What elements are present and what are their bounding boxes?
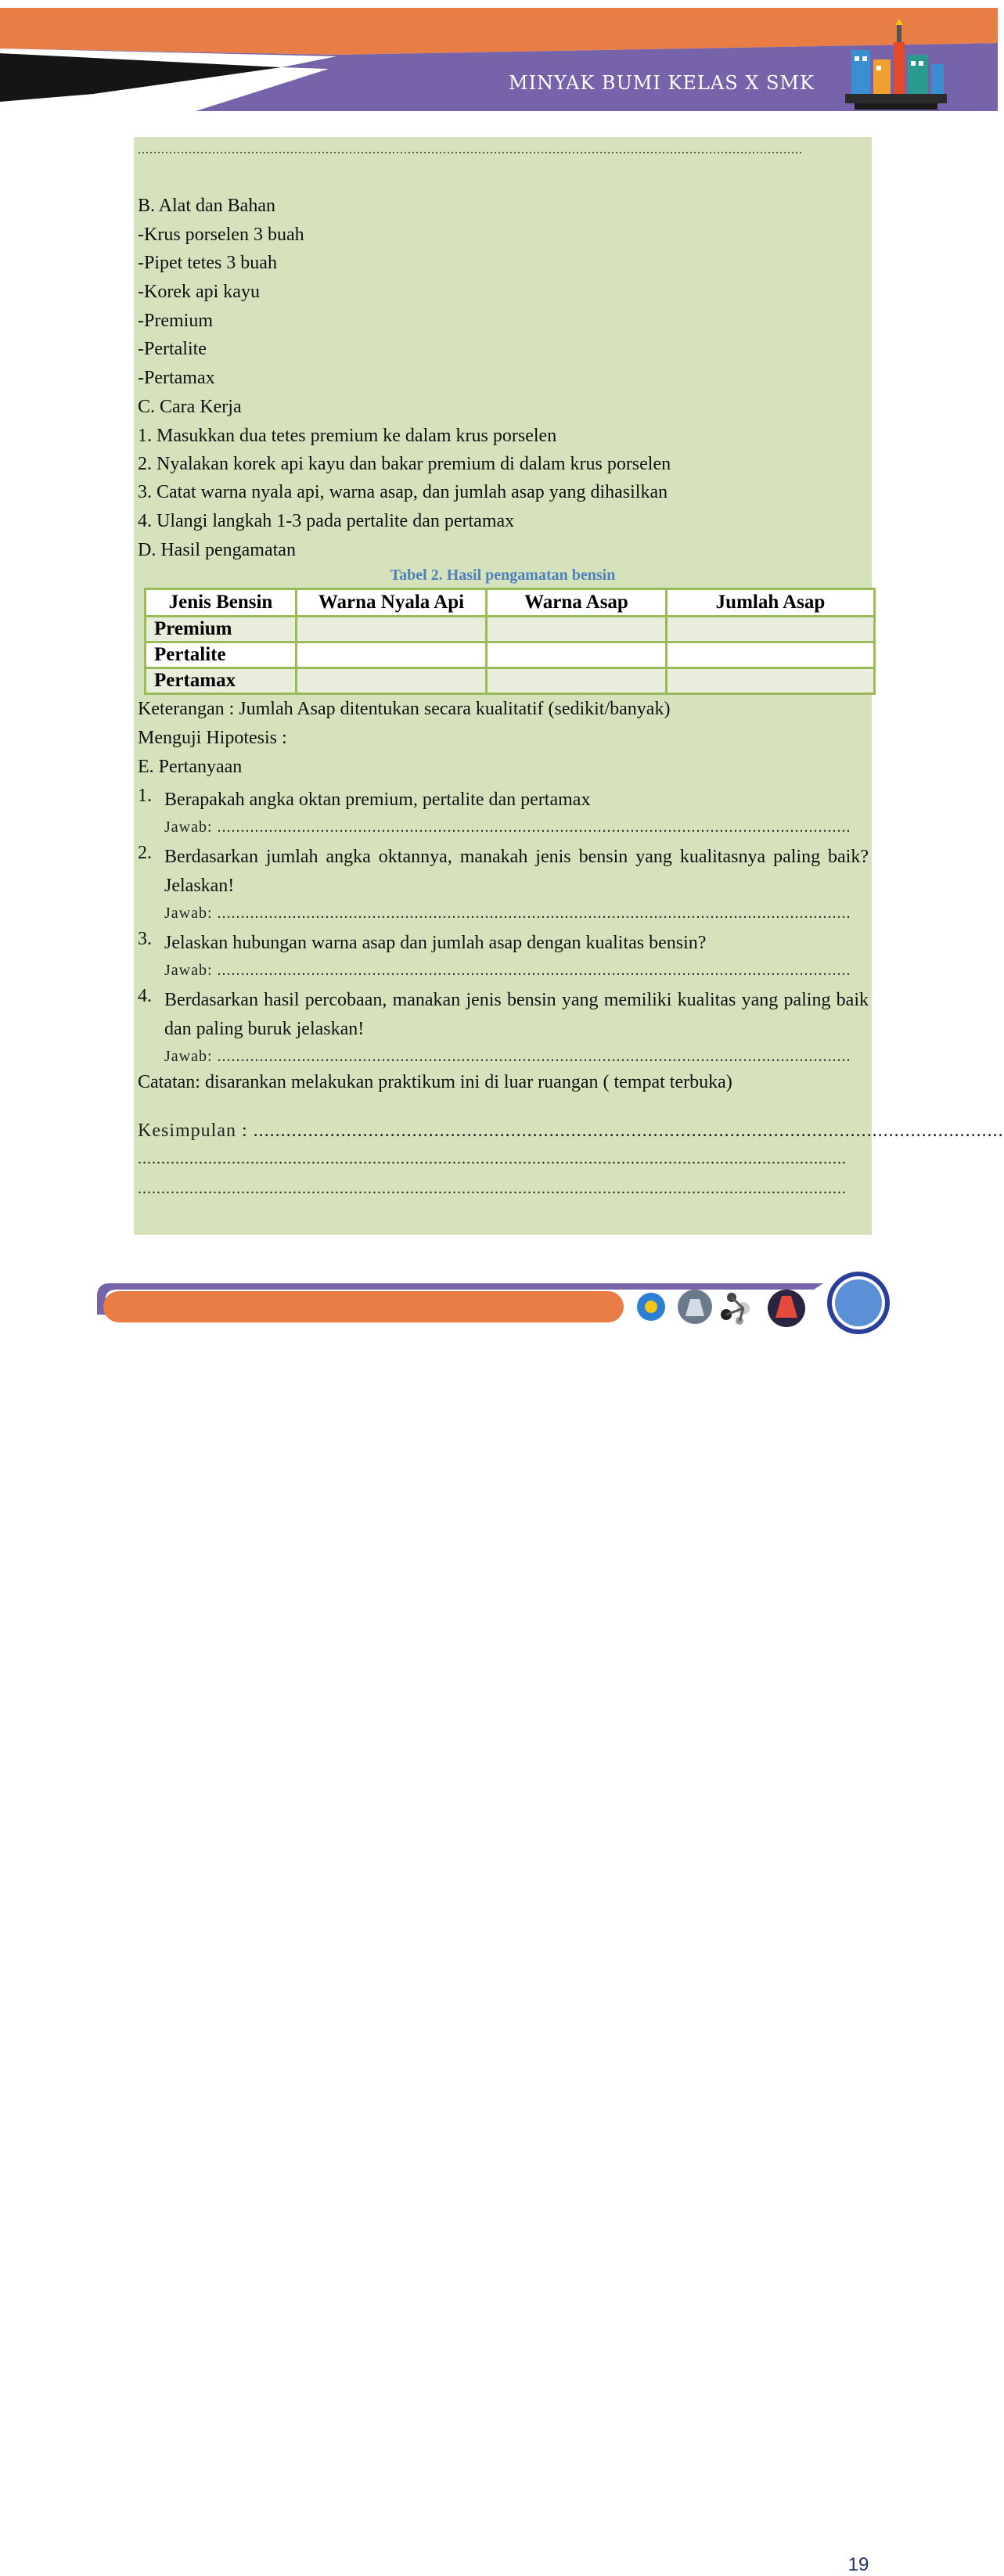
empty-cell [297, 617, 487, 642]
material-item: -Pertamax [138, 368, 215, 388]
procedure-step: 1. Masukkan dua tetes premium ke dalam krus porselen [138, 426, 557, 446]
answer-line: Jawab: ....................................................................................................................................... [164, 905, 851, 922]
conclusion-dots: ....................................................................................................................................................... [138, 1180, 847, 1197]
observation-table [144, 588, 876, 695]
fuel-name-cell: Pertamax [146, 668, 297, 694]
empty-cell [487, 642, 667, 668]
question-text: Berdasarkan hasil percobaan, manakan jenis bensin yang memiliki kualitas yang paling baik dan paling buruk jelaskan! [164, 990, 869, 1039]
empty-cell [297, 668, 487, 694]
fuel-name-cell: Pertalite [146, 642, 297, 668]
page-header [0, 0, 998, 117]
column-header: Jenis Bensin [146, 589, 297, 617]
material-item: -Krus porselen 3 buah [138, 225, 304, 245]
material-item: -Pipet tetes 3 buah [138, 253, 277, 273]
page-footer [0, 1268, 998, 2575]
section-b-heading: B. Alat dan Bahan [138, 196, 275, 216]
table-header-row [146, 589, 875, 617]
section-d-heading: D. Hasil pengamatan [138, 540, 296, 560]
table-note: Keterangan : Jumlah Asap ditentukan secara kualitatif (sedikit/banyak) [138, 699, 671, 719]
conclusion-dots: ....................................................................................................................................................... [138, 1150, 847, 1167]
hypothesis-label: Menguji Hipotesis : [138, 728, 287, 748]
empty-cell [297, 642, 487, 668]
question-text: Berapakah angka oktan premium, pertalite dan pertamax [164, 790, 591, 810]
empty-cell [667, 668, 875, 694]
answer-line: Jawab: ....................................................................................................................................... [164, 1048, 851, 1065]
section-c-heading: C. Cara Kerja [138, 397, 242, 417]
question-text: Berdasarkan jumlah angka oktannya, manakah jenis bensin yang kualitasnya paling baik? Jelaskan! [164, 847, 869, 896]
material-item: -Pertalite [138, 339, 207, 359]
procedure-step: 4. Ulangi langkah 1-3 pada pertalite dan pertamax [138, 511, 515, 531]
question-number: 1. [138, 786, 152, 806]
answer-line: Jawab: ....................................................................................................................................... [164, 818, 851, 836]
procedure-step: 2. Nyalakan korek api kayu dan bakar premium di dalam krus porselen [138, 454, 671, 474]
conclusion-line: Kesimpulan : ......................................................................................................................................... [138, 1121, 1004, 1141]
fuel-name-cell: Premium [146, 617, 297, 642]
question-number: 2. [138, 843, 152, 863]
procedure-step: 3. Catat warna nyala api, warna asap, dan jumlah asap yang dihasilkan [138, 482, 668, 502]
page-number: 19 [847, 2554, 869, 2575]
refinery-icon [837, 19, 955, 111]
material-item: -Premium [138, 311, 213, 331]
empty-cell [487, 617, 667, 642]
empty-cell [667, 642, 875, 668]
empty-cell [667, 617, 875, 642]
dotted-line: .......................................................................................................................................................................... [138, 143, 803, 157]
column-header: Warna Asap [487, 589, 667, 617]
footer-banner [0, 1268, 998, 1362]
section-e-heading: E. Pertanyaan [138, 757, 243, 777]
table-row [146, 617, 875, 642]
question-text: Jelaskan hubungan warna asap dan jumlah asap dengan kualitas bensin? [164, 933, 707, 953]
question-number: 4. [138, 986, 152, 1006]
table-caption: Tabel 2. Hasil pengamatan bensin [390, 567, 616, 584]
table-row [146, 668, 875, 694]
table-row [146, 642, 875, 668]
header-title: MINYAK BUMI KELAS X SMK [509, 72, 815, 94]
material-item: -Korek api kayu [138, 282, 260, 302]
answer-line: Jawab: ....................................................................................................................................... [164, 962, 851, 979]
note-text: Catatan: disarankan melakukan praktikum ini di luar ruangan ( tempat terbuka) [138, 1072, 732, 1092]
empty-cell [487, 668, 667, 694]
question-number: 3. [138, 929, 152, 949]
column-header: Warna Nyala Api [297, 589, 487, 617]
column-header: Jumlah Asap [667, 589, 875, 617]
footer-title: Hidrokarbon dan Minyak Bumi - Terintegrasi Konteks Kejuruan Teknik Kendaraan Ringan [110, 2561, 606, 2574]
